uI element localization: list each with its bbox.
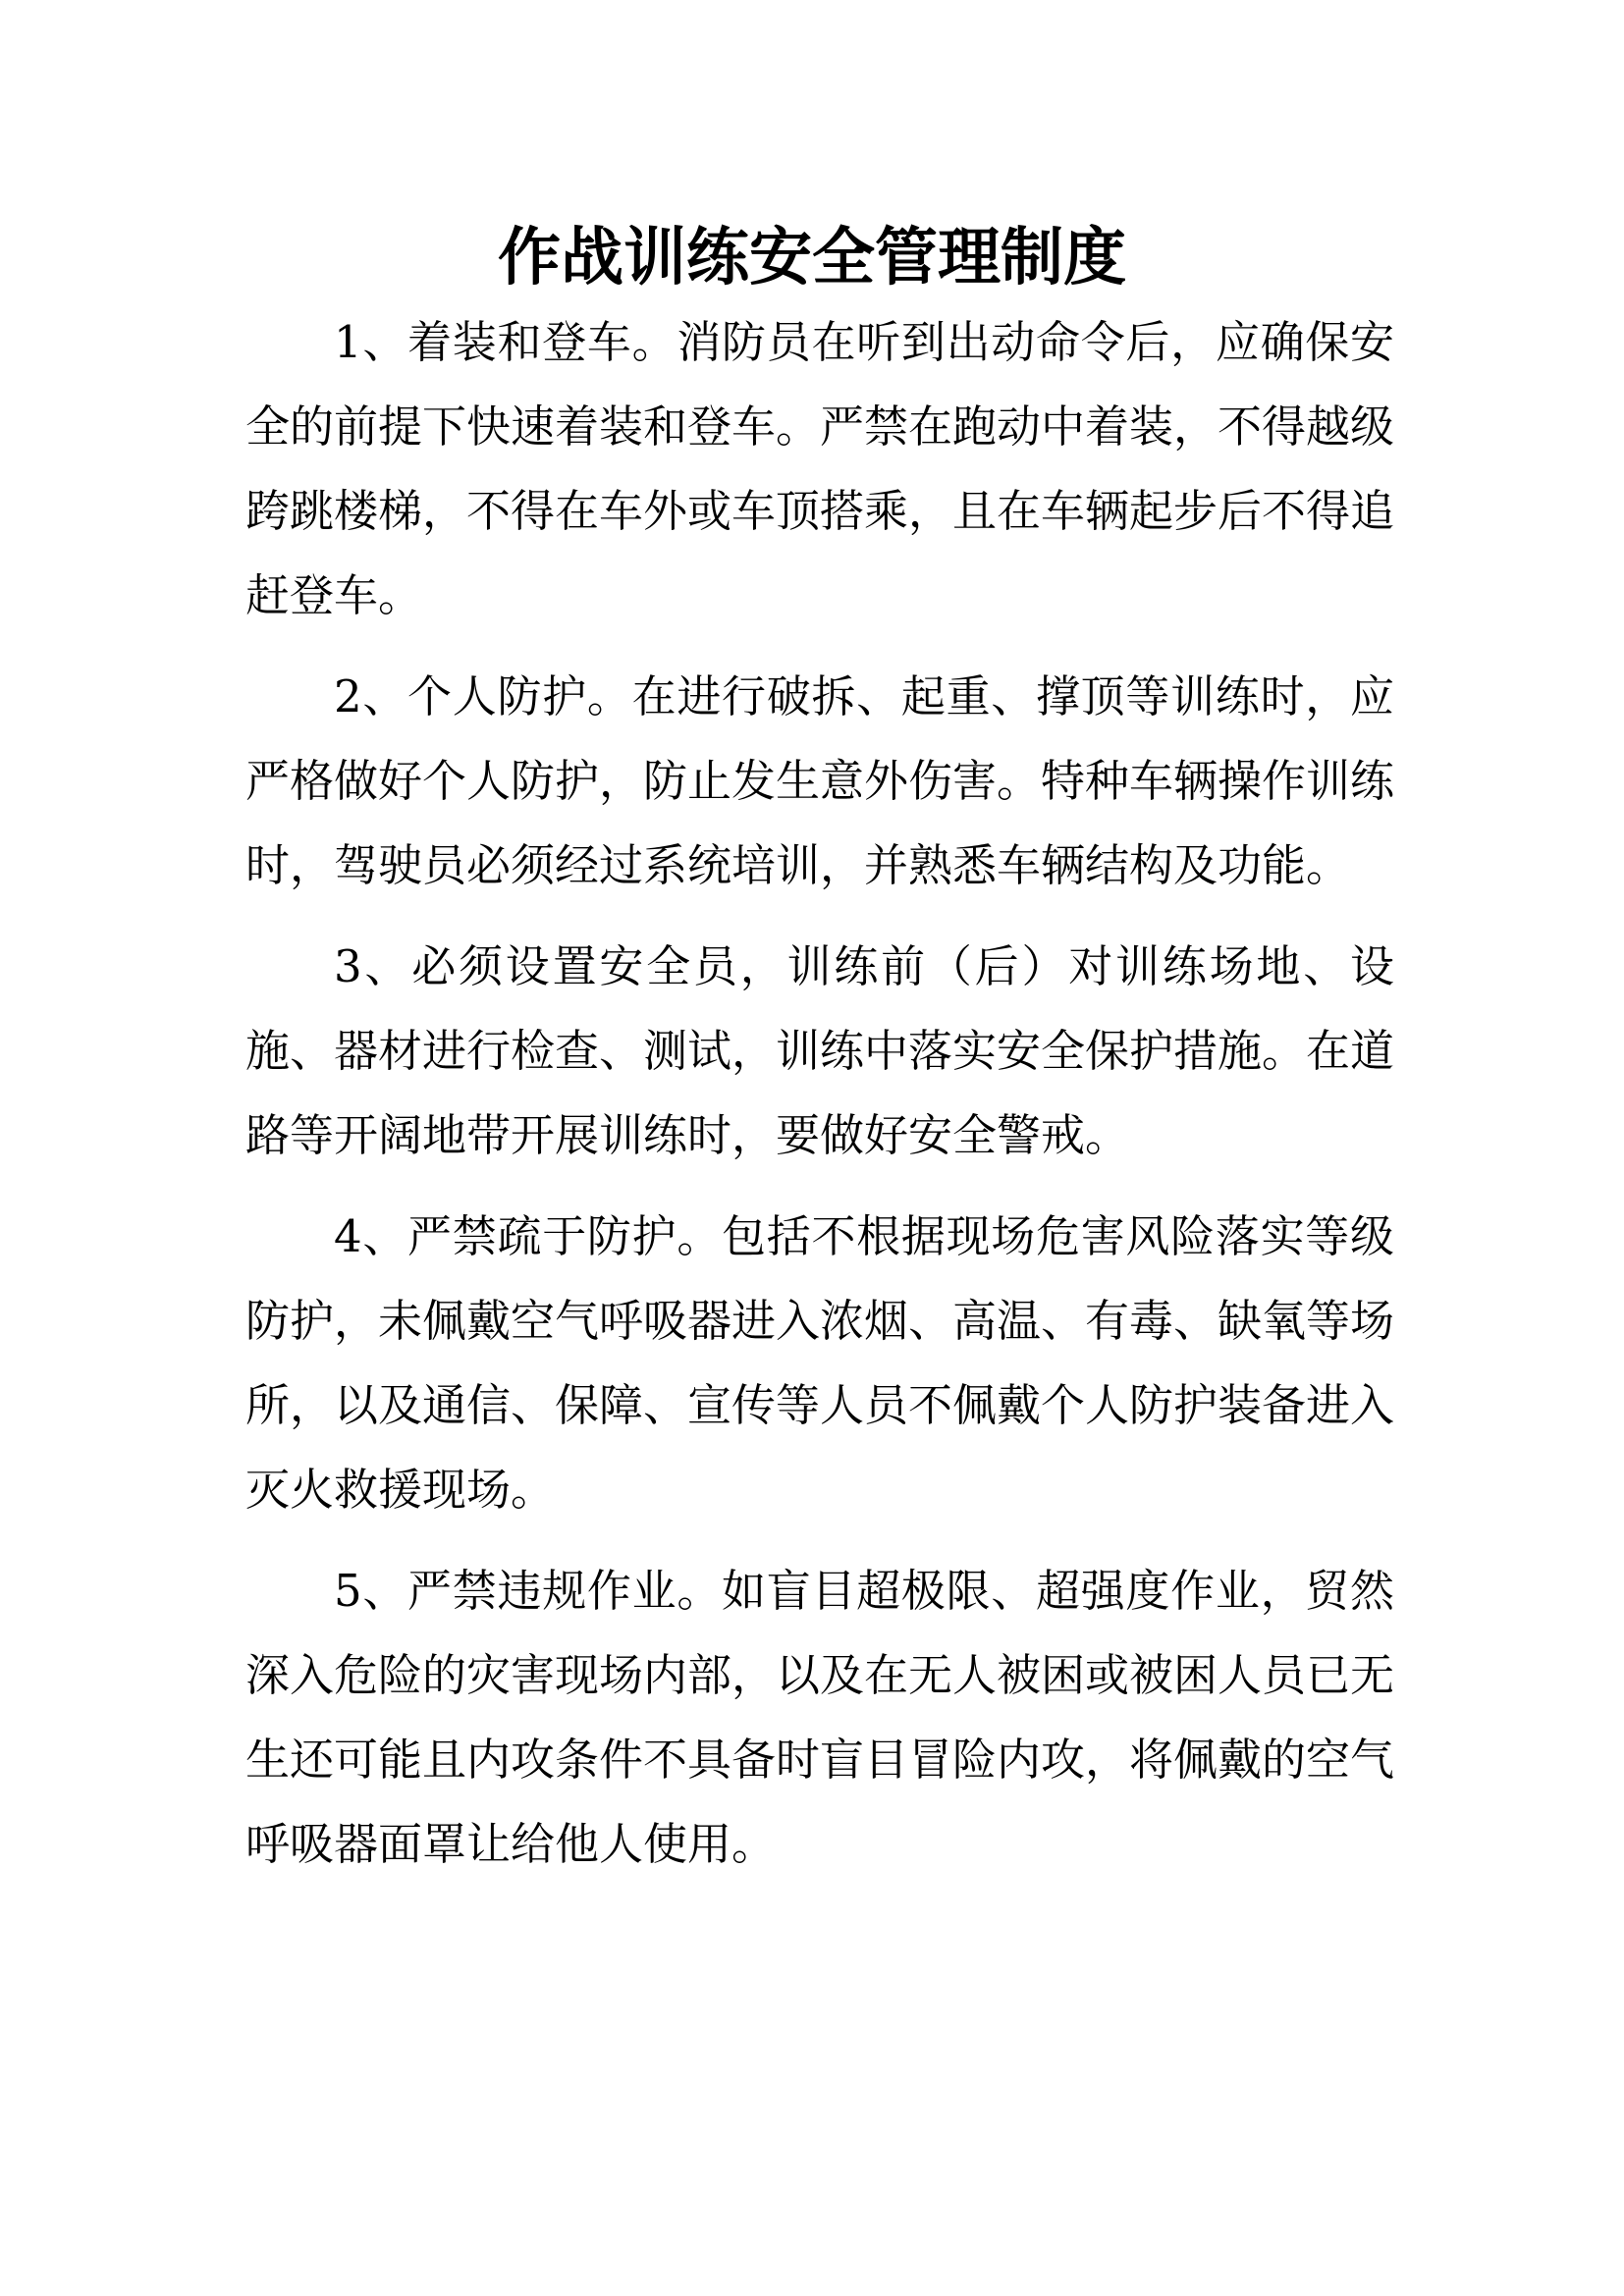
paragraph-text: 、严禁疏于防护。包括不根据现场危害风险落实等级防护，未佩戴空气呼吸器进入浓烟、高温、有毒、缺氧等场所，以及通信、保障、宣传等人员不佩戴个人防护装备进入灭火救援现场。 xyxy=(245,1210,1395,1516)
paragraph-number: 5 xyxy=(334,1565,362,1617)
paragraph-number: 1 xyxy=(334,316,362,368)
paragraph-number: 3 xyxy=(334,940,362,992)
paragraph-text: 、着装和登车。消防员在听到出动命令后，应确保安全的前提下快速着装和登车。严禁在跑动中着装，不得越级跨跳楼梯，不得在车外或车顶搭乘，且在车辆起步后不得追赶登车。 xyxy=(245,316,1395,621)
paragraph-text: 、严禁违规作业。如盲目超极限、超强度作业，贸然深入危险的灾害现场内部，以及在无人被困或被困人员已无生还可能且内攻条件不具备时盲目冒险内攻，将佩戴的空气呼吸器面罩让给他人使用。 xyxy=(245,1565,1395,1870)
paragraph-3 xyxy=(245,925,1394,1178)
paragraph-number: 2 xyxy=(334,670,362,722)
document-body xyxy=(245,300,1394,1903)
paragraph-2 xyxy=(245,655,1394,908)
paragraph-1 xyxy=(245,300,1394,638)
document-title: 作战训练安全管理制度 xyxy=(498,222,1126,294)
paragraph-text: 、必须设置安全员，训练前（后）对训练场地、设施、器材进行检查、测试，训练中落实安全保护措施。在道路等开阔地带开展训练时，要做好安全警戒。 xyxy=(245,940,1395,1161)
paragraph-number: 4 xyxy=(334,1210,362,1262)
paragraph-4 xyxy=(245,1195,1394,1532)
paragraph-5 xyxy=(245,1549,1394,1887)
paragraph-text: 、个人防护。在进行破拆、起重、撑顶等训练时，应严格做好个人防护，防止发生意外伤害。特种车辆操作训练时，驾驶员必须经过系统培训，并熟悉车辆结构及功能。 xyxy=(245,670,1395,891)
